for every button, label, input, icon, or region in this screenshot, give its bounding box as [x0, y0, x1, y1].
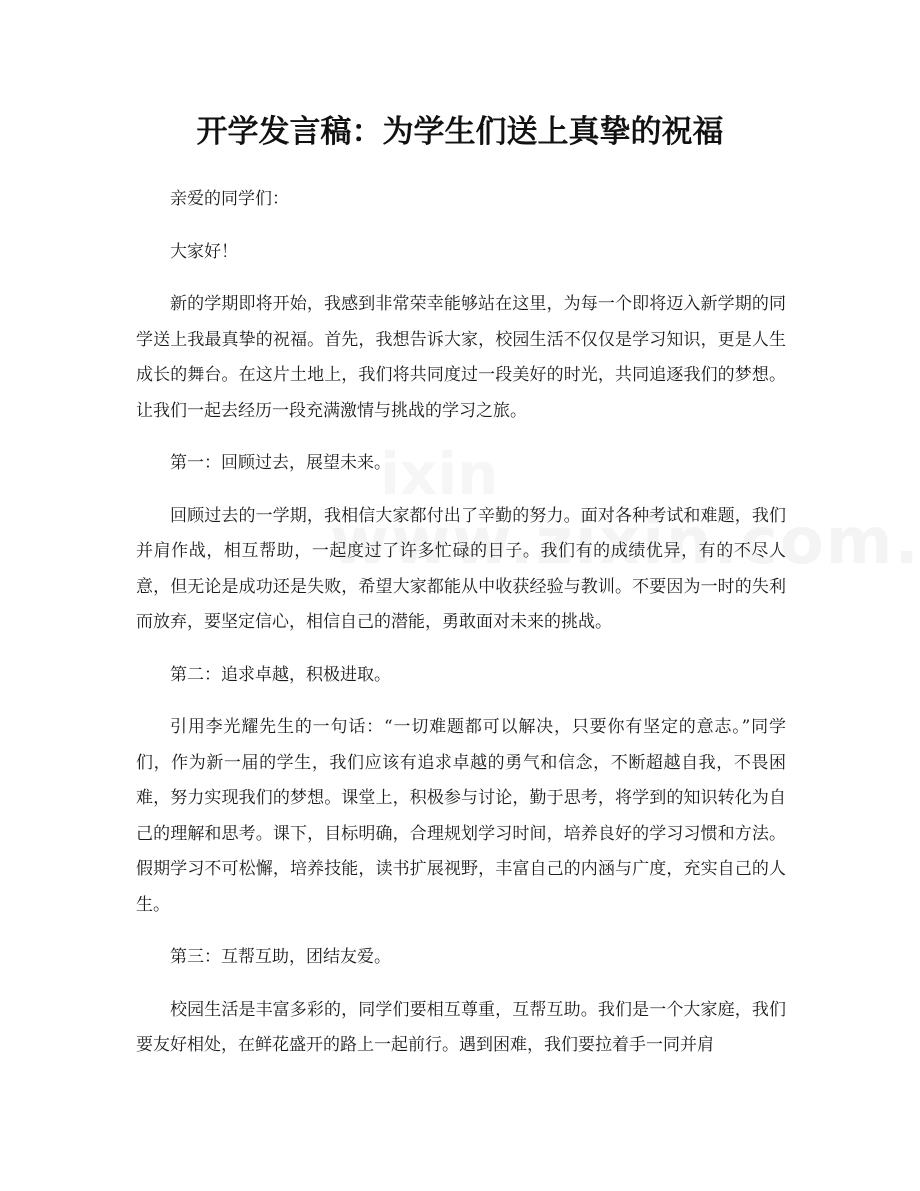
section-paragraph-3: 校园生活是丰富多彩的，同学们要相互尊重，互帮互助。我们是一个大家庭，我们要友好相处，在鲜花盛开的路上一起前行。遇到困难，我们要拉着手一同并肩	[136, 999, 786, 1055]
section-heading-3: 第三：互帮互助，团结友爱。	[170, 947, 391, 967]
section-heading-1: 第一：回顾过去，展望未来。	[170, 453, 391, 473]
page-title: 开学发言稿：为学生们送上真挚的祝福	[196, 114, 724, 150]
section-heading-2: 第二：追求卓越，积极进取。	[170, 664, 391, 685]
greeting: 大家好！	[170, 241, 238, 262]
intro-paragraph: 新的学期即将开始，我感到非常荣幸能够站在这里，为每一个即将迈入新学期的同学送上我最真挚的祝福。首先，我想告诉大家，校园生活不仅仅是学习知识，更是人生成长的舞台。在这片土地上，我们将共同度过一段美好的时光，共同追逐我们的梦想。让我们一起去经历一段充满激情与挑战的学习之旅。	[136, 294, 786, 421]
document-body	[136, 182, 786, 1081]
salutation: 亲爱的同学们：	[170, 189, 289, 209]
section-paragraph-2: 引用李光耀先生的一句话：“一切难题都可以解决，只要你有坚定的意志。”同学们，作为新一届的学生，我们应该有追求卓越的勇气和信念，不断超越自我，不畏困难，努力实现我们的梦想。课堂上，积极参与讨论，勤于思考，将学到的知识转化为自己的理解和思考。课下，目标明确，合理规划学习时间，培养良好的学习习惯和方法。假期学习不可松懈，培养技能，读书扩展视野，丰富自己的内涵与广度，充实自己的人生。	[136, 717, 786, 915]
section-paragraph-1: 回顾过去的一学期，我相信大家都付出了辛勤的努力。面对各种考试和难题，我们并肩作战，相互帮助，一起度过了许多忙碌的日子。我们有的成绩优异，有的不尽人意，但无论是成功还是失败，希望大家都能从中收获经验与教训。不要因为一时的失利而放弃，要坚定信心，相信自己的潜能，勇敢面对未来的挑战。	[136, 505, 786, 632]
